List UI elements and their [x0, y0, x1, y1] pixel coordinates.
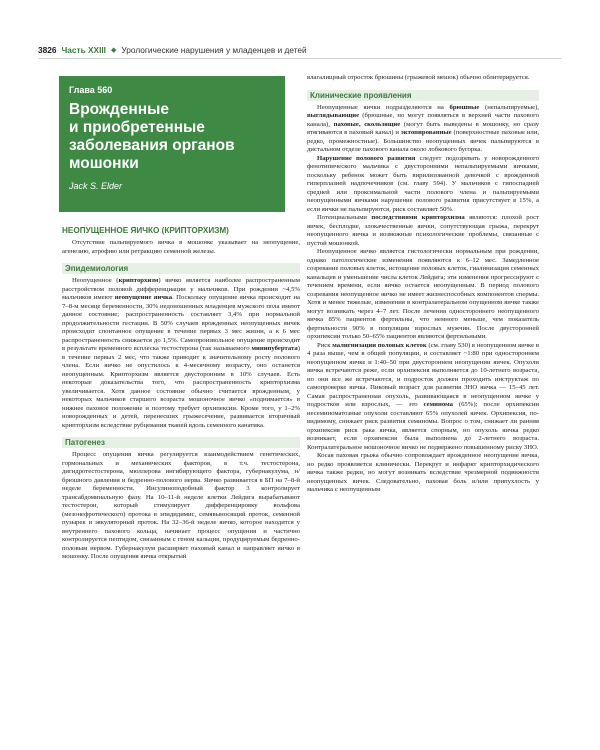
subsection-clinical: Клинические проявления: [307, 90, 539, 101]
chapter-label: Глава 560: [69, 85, 113, 95]
page-number: 3826: [38, 45, 57, 55]
clinical-paragraph: Косая паховая грыжа обычно сопровождает врожденное неопущение яичка, но редко проявляется клинически. Перекрут и инфаркт крипторхидического яичка также редки, но могут возникать вследствие чрезмерной подвижности неопущенных яичек. Следовательно, паховая боль и/или припухлость у мальчика с неопущенным: [307, 452, 539, 493]
clinical-paragraph: Нарушение полового развития следует подозревать у новорожденного фенотипического мальчика с двусторонними непальпируемыми яичками, поскольку ребенок может быть вирилизованной девочкой с врожденной гиперплазией надпочечников (см. главу 594). У мальчиков с гипоспадией средней или проксимальной части полового члена и пальпируемыми неопущенными яичками нарушение полового развития присутствует в 15%, а если яички не пальпируются, риск составляет 50%.: [307, 154, 539, 213]
clinical-paragraph: Риск малигнизации половых клеток (см. главу 530) в неопущенном яичке в 4 раза выше, чем в общей популяции, и составляет ~1:80 при одностороннем неопущенном яичке и 1:40–50 при двустороннем неопущении яичек. Опухоли яичка встречаются реже, если орхипексия выполняется до 10-летнего возраста, но они все же встречаются, и подросток должен проходить инструктаж по самопроверке яичка. Пиковый возраст для развития ЗНО яичка — 15–45 лет. Самая распространенная опухоль, развивающаяся в неопущенном яичке у подростков или взрослых, — это семинома (65%); после орхипексии несеминоматозные опухоли составляют 65% опухолей яичек. Орхипексия, по-видимому, снижает риск развития семиномы. Вопрос о том, снижает ли ранняя орхипексия риск рака яичка, является спорным, но опухоль яичка редко возникает, если орхипексия была выполнена до 2-летнего возраста. Контралатеральное мошоночное яичко не подвержено повышенному риску ЗНО.: [307, 341, 539, 451]
section-title: НЕОПУЩЕННОЕ ЯИЧКО (КРИПТОРХИЗМ): [62, 226, 229, 235]
right-column: [307, 74, 539, 495]
subsection-epidemiology: Эпидемиология: [62, 263, 300, 274]
chapter-author: Jack S. Elder: [69, 181, 123, 191]
running-title: Урологические нарушения у младенцев и детей: [121, 45, 307, 55]
clinical-paragraph: Потенциальными последствиями крипторхизма являются: плохой рост яичек, бесплодие, злокачественные яички, сопутствующая грыжа, перекрут неопущенного яичка и возможные психологические проблемы, связанные с пустой мошонкой.: [307, 214, 539, 247]
intro-paragraph: Отсутствие пальпируемого яичка в мошонке указывает на неопущение, агенезию, атрофию или ретракцию семенной железы.: [62, 239, 300, 255]
continued-paragraph: влагалищный отросток брюшины (грыжевой мешок) обычно облитерируется.: [307, 74, 530, 81]
running-header: [38, 42, 562, 59]
chapter-title-line: и приобретенные: [69, 119, 205, 136]
clinical-paragraph: Неопущенное яичко является гистологически нормальным при рождении, однако патологические изменения появляются к 6–12 мес. Замедленное созревание половых клеток, истощение половых клеток, гиалинизация семенных канальцев и уменьшение числа клеток Лейдига; эти изменения прогрессируют с течением времени, если яичко остается неопущенным. В период полового созревания неопущенное яичко не имеет жизнеспособных компонентов спермы. Хотя и менее тяжелые, изменения в контралатеральном опущенном яичке также могут возникать через 4–7 лет. После лечения одностороннего неопущенного яичка 85% пациентов фертильны, что немного меньше, чем показатель фертильности 90% в популяции взрослых мужчин. После двусторонней орхипексии только 50–65% пациентов являются фертильными.: [307, 248, 539, 340]
chapter-title-line: мошонки: [69, 155, 139, 172]
epidemiology-paragraph: Неопущенное (крипторхизм) яичко является наиболее распространенным расстройством половой дифференциации у мальчиков. При рождении ~4,5% мальчиков имеют неопущение яичка. Поскольку опущение яичка происходит на 7–8-м месяце беременности, 30% недоношенных младенцев мужского пола имеют данное состояние; распространенность составляет 3,4% при нормальной продолжительности гестации. В 50% случаев врожденных неопущенных яичек происходит спонтанное опущение в течение первых 3 мес жизни, а к 6 мес распространенность снижается до 1,5%. Самопроизвольное опущение происходит в результате временного всплеска тестостерона (так называемого минипубертата) в течение первых 2 мес, что также приводит к значительному росту полового члена. Если яичко не опустилось к 4-месячному возрасту, оно останется неопущенным. Крипторхизм является двусторонним в 10% случаев. Есть некоторые доказательства того, что распространенность крипторхизма увеличивается. Хотя данное состояние обычно считается врожденным, у некоторых мальчиков старшего возраста мошоночное яичко «поднимается» в нижнее паховое положение и поэтому требует орхипексии. Кроме того, у 1–2% новорожденных и детей, перенесших грыжесечение, развивается вторичный крипторхизм вследствие рубцевания тканей вдоль семенного канатика.: [62, 277, 300, 429]
chapter-title-line: заболевания органов: [69, 137, 235, 154]
chapter-box: [59, 76, 285, 212]
pathogenesis-paragraph: Процесс опущения яичка регулируется взаимодействием генетических, гормональных и механических факторов, в т.ч. тестостерона, дигидротестостерона, мюллерова ингибирующего фактора, губернакулума, н/брюшного давления и бедренно-полового нерва. Яичко развивается в БП на 7–8-й неделе беременности. Инсулиноподобный фактор 3 контролирует трансабдоминальную фазу. На 10–11-й неделе клетки Лейдига вырабатывают тестостерон, который стимулирует дифференцировку вольфова (мезонефротического) протока в эпидидимис, семявыносящий проток, семенной пузырек и эякуляторный проток. На 32–36-й неделе яичко, которое находится у внутреннего пахового кольца, начинает процесс опущения и частично контролируется пептидом, связанным с геном кальция, продуцируемым бедренно-половым нервом. Губернакулум расширяет паховый канал и направляет яичко в мошонку. После опущения яичка открытый: [62, 451, 300, 560]
chapter-title: [69, 101, 279, 173]
diamond-icon: ◆: [110, 47, 117, 54]
left-column: [62, 74, 300, 562]
chapter-title-line: Врожденные: [69, 101, 169, 118]
part-label: Часть XXIII: [61, 45, 106, 55]
subsection-pathogenesis: Патогенез: [62, 437, 300, 448]
clinical-paragraph: Неопущенные яички подразделяются на брюшные (непальпируемые), выглядывающие (брюшные, но могут появляться в верхней части пахового канала), паховые, скользящие (могут быть выведены в мошонку, но сразу втягиваются в паховый канал) и эктопированные (поверхностные паховые или, редко, промежностные). Большинство неопущенных яичек пальпируются в дистальном отделе пахового канала около лобкового бугорка.: [307, 103, 539, 153]
